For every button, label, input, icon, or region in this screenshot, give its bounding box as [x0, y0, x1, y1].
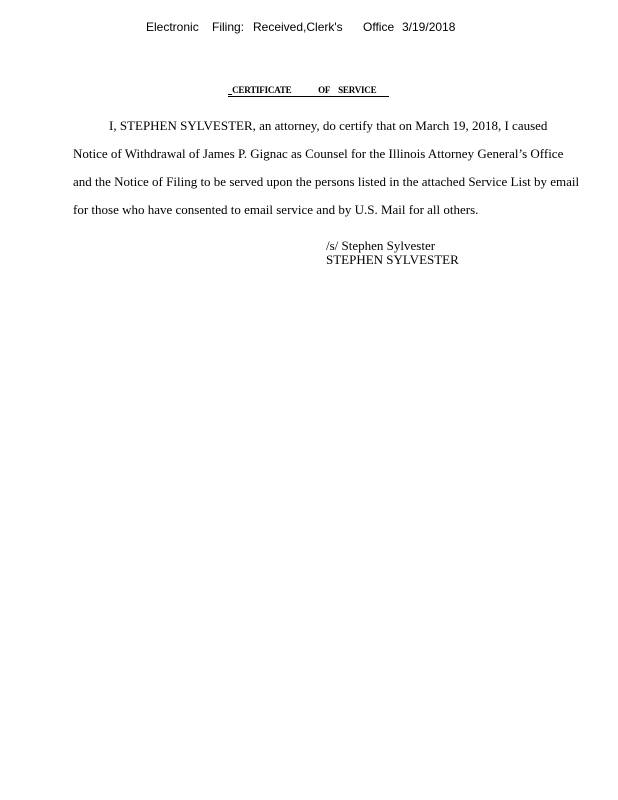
- signature-block: [326, 239, 459, 267]
- signature-name: STEPHEN SYLVESTER: [326, 252, 459, 267]
- title-certificate: CERTIFICATE: [232, 85, 292, 95]
- header-date: 3/19/2018: [402, 20, 456, 34]
- certificate-body: [73, 112, 613, 224]
- header-received-clerks: Received,Clerk's: [253, 20, 343, 34]
- header-office: Office: [363, 20, 395, 34]
- body-line-4: for those who have consented to email service and by U.S. Mail for all others.: [73, 202, 479, 217]
- body-line-2: Notice of Withdrawal of James P. Gignac as Counsel for the Illinois Attorney General’s Office: [73, 146, 564, 161]
- header-filing: Filing:: [212, 20, 245, 34]
- certificate-title: [228, 74, 389, 97]
- header-electronic: Electronic: [146, 20, 199, 34]
- body-line-1: I, STEPHEN SYLVESTER, an attorney, do certify that on March 19, 2018, I caused: [109, 118, 548, 133]
- title-of: OF: [318, 85, 331, 95]
- electronic-filing-header: [146, 20, 455, 34]
- body-line-3: and the Notice of Filing to be served upon the persons listed in the attached Service List by email: [73, 174, 580, 189]
- signature-electronic: /s/ Stephen Sylvester: [326, 238, 436, 253]
- title-service: SERVICE: [338, 85, 377, 95]
